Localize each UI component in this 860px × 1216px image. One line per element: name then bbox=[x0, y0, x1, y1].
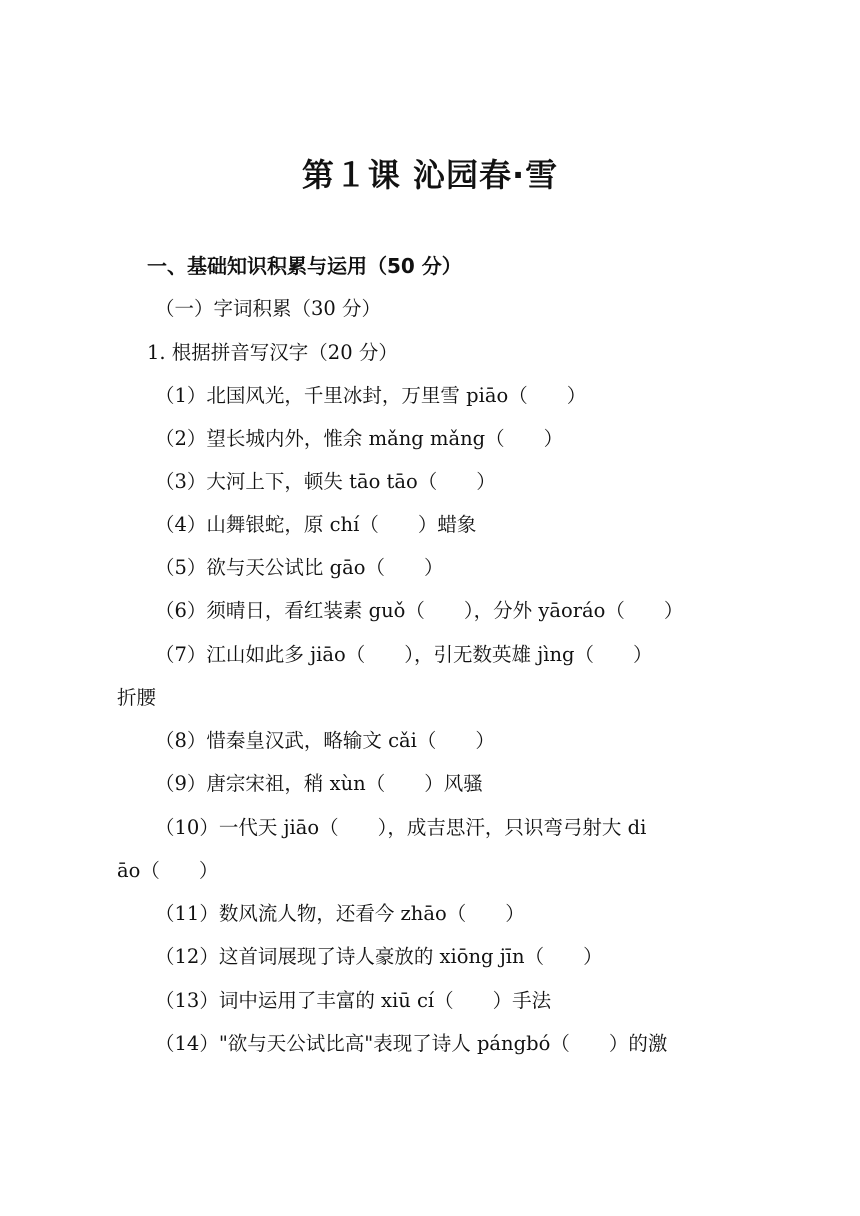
item-14: （14）"欲与天公试比高"表现了诗人 pángbó（ ）的激 bbox=[155, 1032, 668, 1055]
item-8: （8）惜秦皇汉武，略输文 cǎi（ ） bbox=[155, 729, 495, 752]
question-1: 1. 根据拼音写汉字（20 分） bbox=[147, 341, 398, 364]
item-13: （13）词中运用了丰富的 xiū cí（ ）手法 bbox=[155, 989, 552, 1012]
item-9: （9）唐宗宋祖，稍 xùn（ ）风骚 bbox=[155, 772, 483, 795]
item-2: （2）望长城内外，惟余 mǎng mǎng（ ） bbox=[155, 427, 564, 450]
item-1: （1）北国风光，千里冰封，万里雪 piāo（ ） bbox=[155, 384, 587, 407]
item-3: （3）大河上下，顿失 tāo tāo（ ） bbox=[155, 470, 496, 493]
item-12: （12）这首词展现了诗人豪放的 xiōng jīn（ ） bbox=[155, 945, 603, 968]
item-10: （10）一代天 jiāo（ ），成吉思汗，只识弯弓射大 di bbox=[155, 816, 647, 839]
item-7: （7）江山如此多 jiāo（ ），引无数英雄 jìng（ ） bbox=[155, 643, 653, 666]
subsection-heading: （一）字词积累（30 分） bbox=[155, 297, 382, 320]
item-5: （5）欲与天公试比 gāo（ ） bbox=[155, 556, 444, 579]
item-11: （11）数风流人物，还看今 zhāo（ ） bbox=[155, 902, 525, 925]
section-heading: 一、基础知识积累与运用（50 分） bbox=[147, 254, 462, 278]
item-6: （6）须晴日，看红装素 guǒ（ ），分外 yāoráo（ ） bbox=[155, 599, 684, 622]
item-4: （4）山舞银蛇，原 chí（ ）蜡象 bbox=[155, 513, 477, 536]
item-7-continuation: 折腰 bbox=[117, 686, 157, 709]
item-10-continuation: āo（ ） bbox=[117, 859, 219, 882]
page-title: 第１课 沁园春·雪 bbox=[301, 156, 559, 194]
